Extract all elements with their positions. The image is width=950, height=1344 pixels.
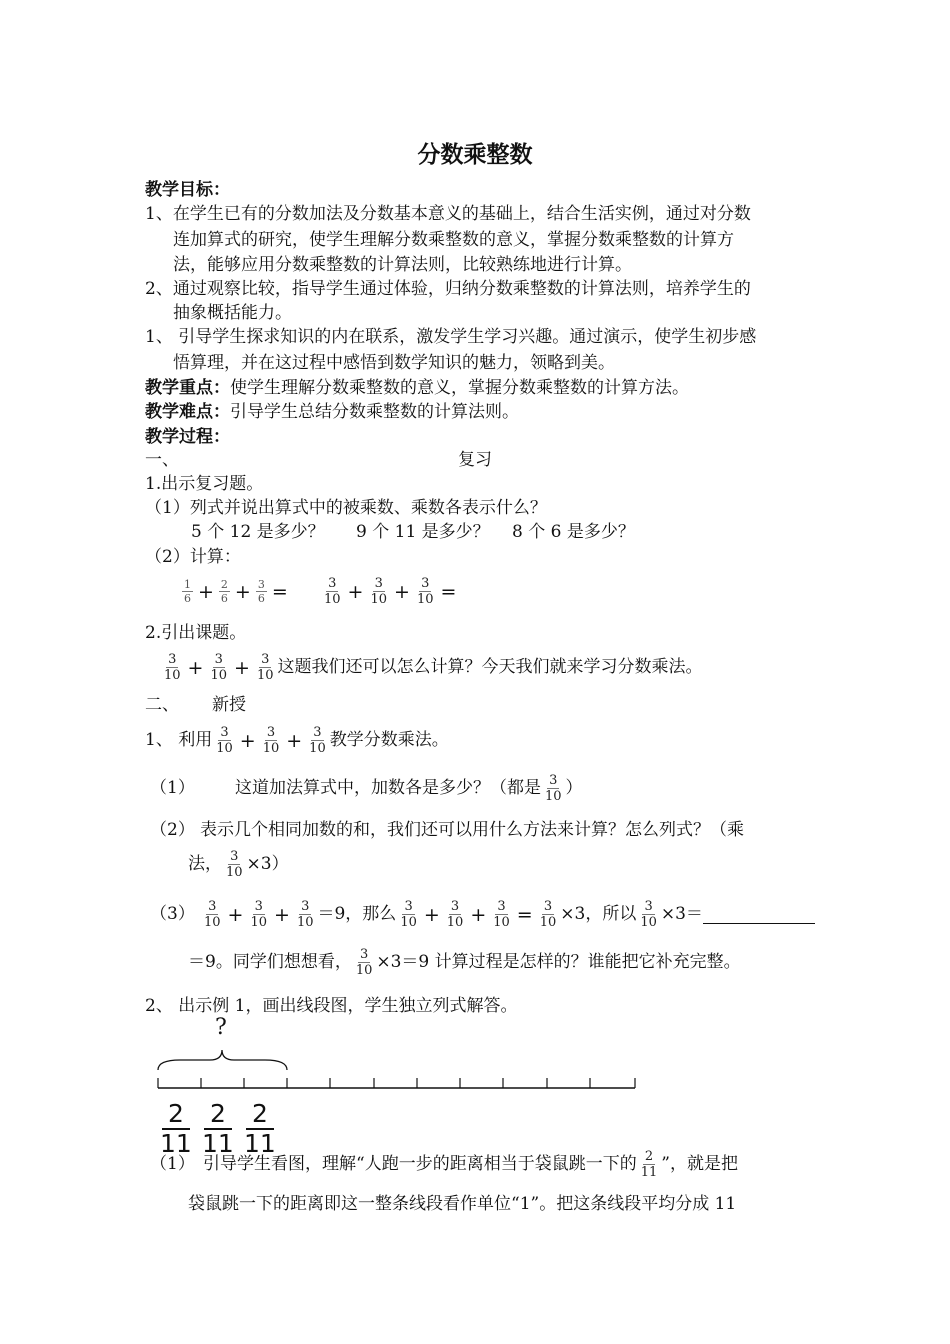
fraction: $\frac{3}{10}$	[370, 576, 388, 607]
segment-fraction-2: 2 11	[202, 1099, 234, 1158]
fraction: $\frac{3}{10}$	[164, 652, 181, 683]
question-3-times: ×3，所以	[560, 904, 637, 924]
question-mark: ?	[215, 1015, 227, 1040]
segment-fraction-3: 2 11	[244, 1099, 276, 1158]
fraction: $\frac{3}{10}$	[539, 899, 557, 930]
fraction: $\frac{3}{10}$	[493, 899, 510, 930]
fraction: $\frac{3}{10}$	[250, 899, 268, 930]
review-question-1-b: 9 个 11 是多少？	[356, 522, 490, 542]
fraction: $\frac{3}{10}$	[309, 725, 326, 756]
section-1-number: 一、	[145, 450, 179, 470]
reading-1-number: （1）	[150, 1154, 195, 1174]
key-point	[145, 376, 689, 400]
question-1-number: （1）	[150, 778, 195, 798]
question-2-line-2-start: 法，	[188, 854, 222, 874]
fraction: $\frac{3}{10}$	[640, 899, 657, 930]
question-2-number: （2）	[150, 820, 195, 840]
tick-marks	[158, 1078, 635, 1088]
fraction: $\frac{3}{10}$	[416, 576, 434, 607]
fraction: $\frac{3}{10}$	[226, 849, 243, 880]
reading-1-line-2: 袋鼠跳一下的距离即这一整条线段看作单位“1”。把这条线段平均分成 11	[188, 1194, 737, 1214]
process-heading: 教学过程：	[145, 427, 230, 447]
goal-1-line-2: 连加算式的研究，使学生理解分数乘整数的意义，掌握分数乘整数的计算方	[173, 230, 734, 250]
fraction: $\frac{3}{10}$	[262, 725, 280, 756]
review-item-1: 1.出示复习题。	[145, 474, 264, 494]
fraction: $\frac{3}{10}$	[324, 576, 341, 607]
fraction: $\frac{1}{6}$	[184, 578, 191, 605]
review-question-1-a: 5 个 12 是多少？	[191, 522, 325, 542]
section-2-title: 新授	[212, 695, 246, 715]
question-2-line-2-end: ×3）	[246, 854, 289, 874]
new-lesson-item-2: 2、 出示例 1，画出线段图，学生独立列式解答。	[145, 996, 518, 1016]
section-1-title: 复习	[458, 450, 492, 470]
goal-3-line-2: 悟算理，并在这过程中感悟到数学知识的魅力，领略到美。	[173, 353, 615, 373]
key-point-label: 教学重点：	[145, 378, 230, 398]
goal-1-line-3: 法，能够应用分数乘整数的计算法则，比较熟练地进行计算。	[173, 255, 632, 275]
fraction: $\frac{2}{6}$	[220, 578, 228, 605]
review-question-1-c: 8 个 6 是多少？	[512, 522, 635, 542]
goal-1-line-1: 1、在学生已有的分数加法及分数基本意义的基础上，结合生活实例，通过对分数	[145, 204, 751, 224]
line-segment-diagram	[150, 1040, 650, 1100]
key-point-text: 使学生理解分数乘整数的意义，掌握分数乘整数的计算方法。	[230, 378, 689, 398]
review-question-2: （2）计算：	[145, 547, 241, 567]
question-3-line-2-end: ×3＝9 计算过程是怎样的？谁能把它补充完整。	[376, 952, 741, 972]
fraction: $\frac{3}{10}$	[446, 899, 464, 930]
fraction: $\frac{3}{10}$	[204, 899, 221, 930]
calc-expression-2: $\frac{3}{10}$ + $\frac{3}{10}$ + $\frac{3}{10}$ =	[324, 576, 457, 607]
fraction: $\frac{3}{10}$	[210, 652, 228, 683]
reading-1-line-1	[203, 1146, 738, 1182]
review-item-2: 2.引出课题。	[145, 623, 247, 643]
difficulty-label: 教学难点：	[145, 402, 230, 422]
reading-1-end: ”，就是把	[661, 1154, 738, 1174]
question-3-number: （3）	[150, 904, 195, 924]
question-2-line-2	[188, 846, 289, 882]
goal-2-line-1: 2、通过观察比较，指导学生通过体验，归纳分数乘整数的计算法则，培养学生的	[145, 279, 751, 299]
question-3-line-1: $\frac{3}{10}$ + $\frac{3}{10}$ + $\frac{3}{10}$ ＝9，那么 $\frac{3}{10}$ + $\frac{3}{10}$ + $\frac{3}{10}$ = $\frac{3}{10}$ ×3，所以 $\frac{3}{10}$ ×3＝	[200, 896, 815, 933]
fraction: $\frac{3}{10}$	[545, 773, 562, 804]
question-3-line-2-start: ＝9。同学们想想看，	[188, 952, 352, 972]
intro-text: 这题我们还可以怎么计算？今天我们就来学习分数乘法。	[277, 657, 703, 677]
calc-expression-1: $\frac{1}{6}$ + $\frac{2}{6}$ + $\frac{3}{6}$ =	[184, 578, 288, 605]
goal-2-line-2: 抽象概括能力。	[173, 303, 292, 323]
difficulty-point	[145, 400, 519, 424]
question-1	[235, 770, 583, 806]
fraction: $\frac{2}{11}$	[640, 1149, 658, 1180]
fraction: $\frac{3}{10}$	[400, 899, 417, 930]
fraction: $\frac{3}{10}$	[216, 725, 233, 756]
fraction: $\frac{3}{10}$	[296, 899, 314, 930]
goals-heading: 教学目标：	[145, 180, 230, 200]
new-lesson-item-1: 1、 利用 $\frac{3}{10}$ + $\frac{3}{10}$ + $\frac{3}{10}$ 教学分数乘法。	[145, 725, 449, 756]
reading-1-text: 引导学生看图，理解“人跑一步的距离相当于袋鼠跳一下的	[203, 1154, 637, 1174]
question-3-times-2: ×3＝	[660, 904, 703, 924]
fraction: $\frac{3}{6}$	[257, 578, 265, 605]
question-1-text: 这道加法算式中，加数各是多少？（都是	[235, 778, 541, 798]
review-question-1: （1）列式并说出算式中的被乘数、乘数各表示什么？	[145, 498, 547, 518]
page-title: 分数乘整数	[417, 142, 533, 168]
question-3-eq1: ＝9，那么	[317, 904, 397, 924]
question-1-end: ）	[565, 778, 583, 798]
answer-blank[interactable]	[703, 905, 815, 924]
segment-fraction-1: 2 11	[160, 1099, 192, 1158]
brace	[158, 1050, 287, 1070]
difficulty-text: 引导学生总结分数乘整数的计算法则。	[230, 402, 519, 422]
section-2-number: 二、	[145, 695, 179, 715]
fraction: $\frac{3}{10}$	[355, 947, 373, 978]
question-3-line-2	[188, 944, 741, 980]
goal-3-line-1: 1、 引导学生探求知识的内在联系，激发学生学习兴趣。通过演示，使学生初步感	[145, 327, 757, 347]
question-2-text: 表示几个相同加数的和，我们还可以用什么方法来计算？怎么列式？（乘	[200, 820, 744, 840]
fraction: $\frac{3}{10}$	[256, 652, 274, 683]
intro-expression: $\frac{3}{10}$ + $\frac{3}{10}$ + $\frac{3}{10}$ 这题我们还可以怎么计算？今天我们就来学习分数乘法。	[164, 652, 703, 683]
item-1-prefix: 1、 利用	[145, 730, 213, 750]
item-1-suffix: 教学分数乘法。	[329, 730, 449, 750]
